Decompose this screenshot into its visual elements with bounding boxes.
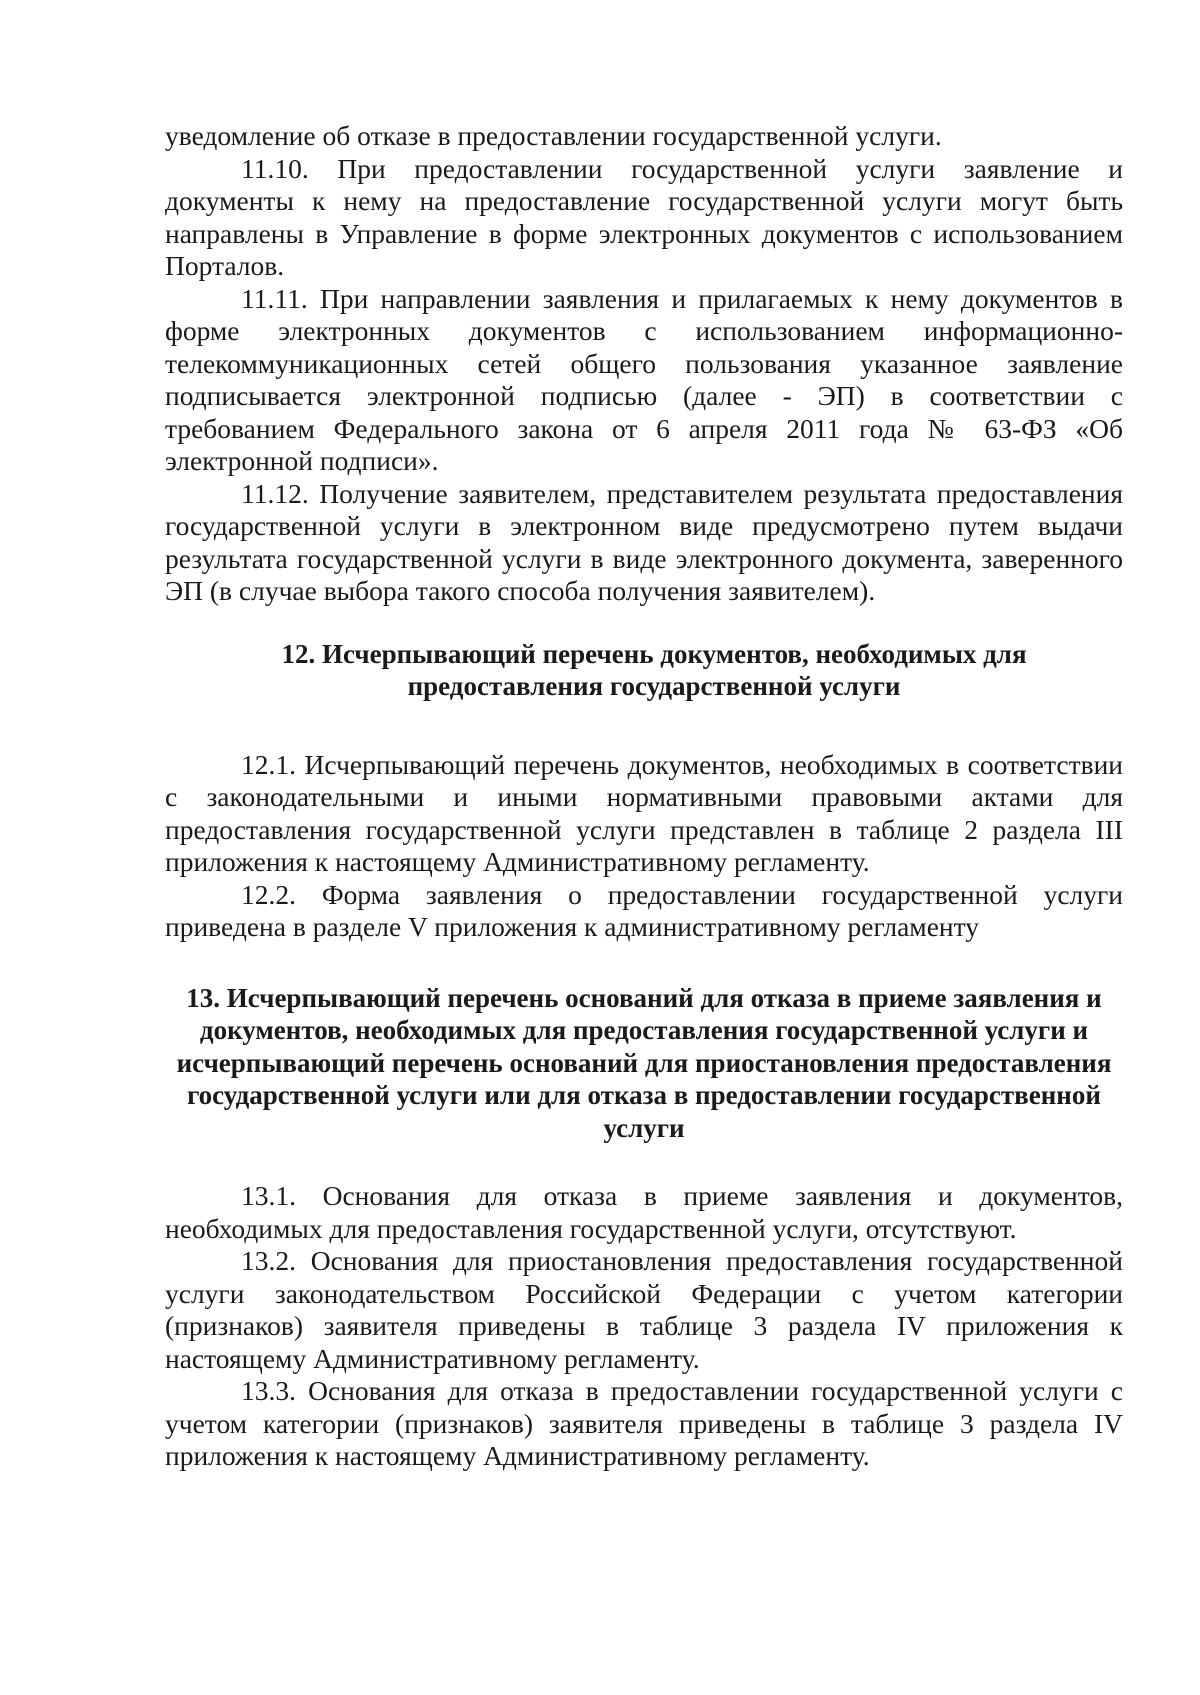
paragraph-11-10: 11.10. При предоставлении государственной услуги заявление и документы к нему на предоставление государственной услуги могут быть направлены в Управление в форме электронных документов с использованием Порталов. [165,152,1123,281]
paragraph-continuation: уведомление об отказе в предоставлении государственной услуги. [165,120,942,151]
paragraph-13-2: 13.2. Основания для приостановления предоставления государственной услуги законодательством Российской Федерации с учетом категории (признаков) заявителя приведены в таблице 3 раздела IV приложения к настоящему Административному регламенту. [165,1245,1123,1374]
paragraph-13-1: 13.1. Основания для отказа в приеме заявления и документов, необходимых для предоставления государственной услуги, отсутствуют. [165,1180,1123,1244]
paragraph-13-3: 13.3. Основания для отказа в предоставлении государственной услуги с учетом категории (признаков) заявителя приведены в таблице 3 раздела IV приложения к настоящему Административному регламенту. [165,1375,1123,1471]
paragraph-11-12: 11.12. Получение заявителем, представителем результата предоставления государственной услуги в электронном виде предусмотрено путем выдачи результата государственной услуги в виде электронного документа, заверенного ЭП (в случае выбора такого способа получения заявителем). [165,477,1123,606]
document-body [165,120,1123,1473]
section-13-heading: 13. Исчерпывающий перечень оснований для отказа в приеме заявления и документов, необходимых для предоставления государственной услуги и исчерпывающий перечень оснований для приостановления предоставления государственной услуги или для отказа в предоставлении государственной услуги [176,982,1112,1143]
paragraph-12-1: 12.1. Исчерпывающий перечень документов, необходимых в соответствии с законодательными и иными нормативными правовыми актами для предоставления государственной услуги представлен в таблице 2 раздела III приложения к настоящему Административному регламенту. [165,748,1123,877]
paragraph-11-11: 11.11. При направлении заявления и прилагаемых к нему документов в форме электронных документов с использованием информационно-телекоммуникационных сетей общего пользования указанное заявление подписывается электронной подписью (далее - ЭП) в соответствии с требованием Федерального закона от 6 апреля 2011 года № 63-ФЗ «Об электронной подписи». [165,282,1123,476]
section-12-heading: 12. Исчерпывающий перечень документов, необходимых для предоставления государственной услуги [281,638,1027,701]
paragraph-12-2: 12.2. Форма заявления о предоставлении государственной услуги приведена в разделе V приложения к административному регламенту [165,878,1123,942]
